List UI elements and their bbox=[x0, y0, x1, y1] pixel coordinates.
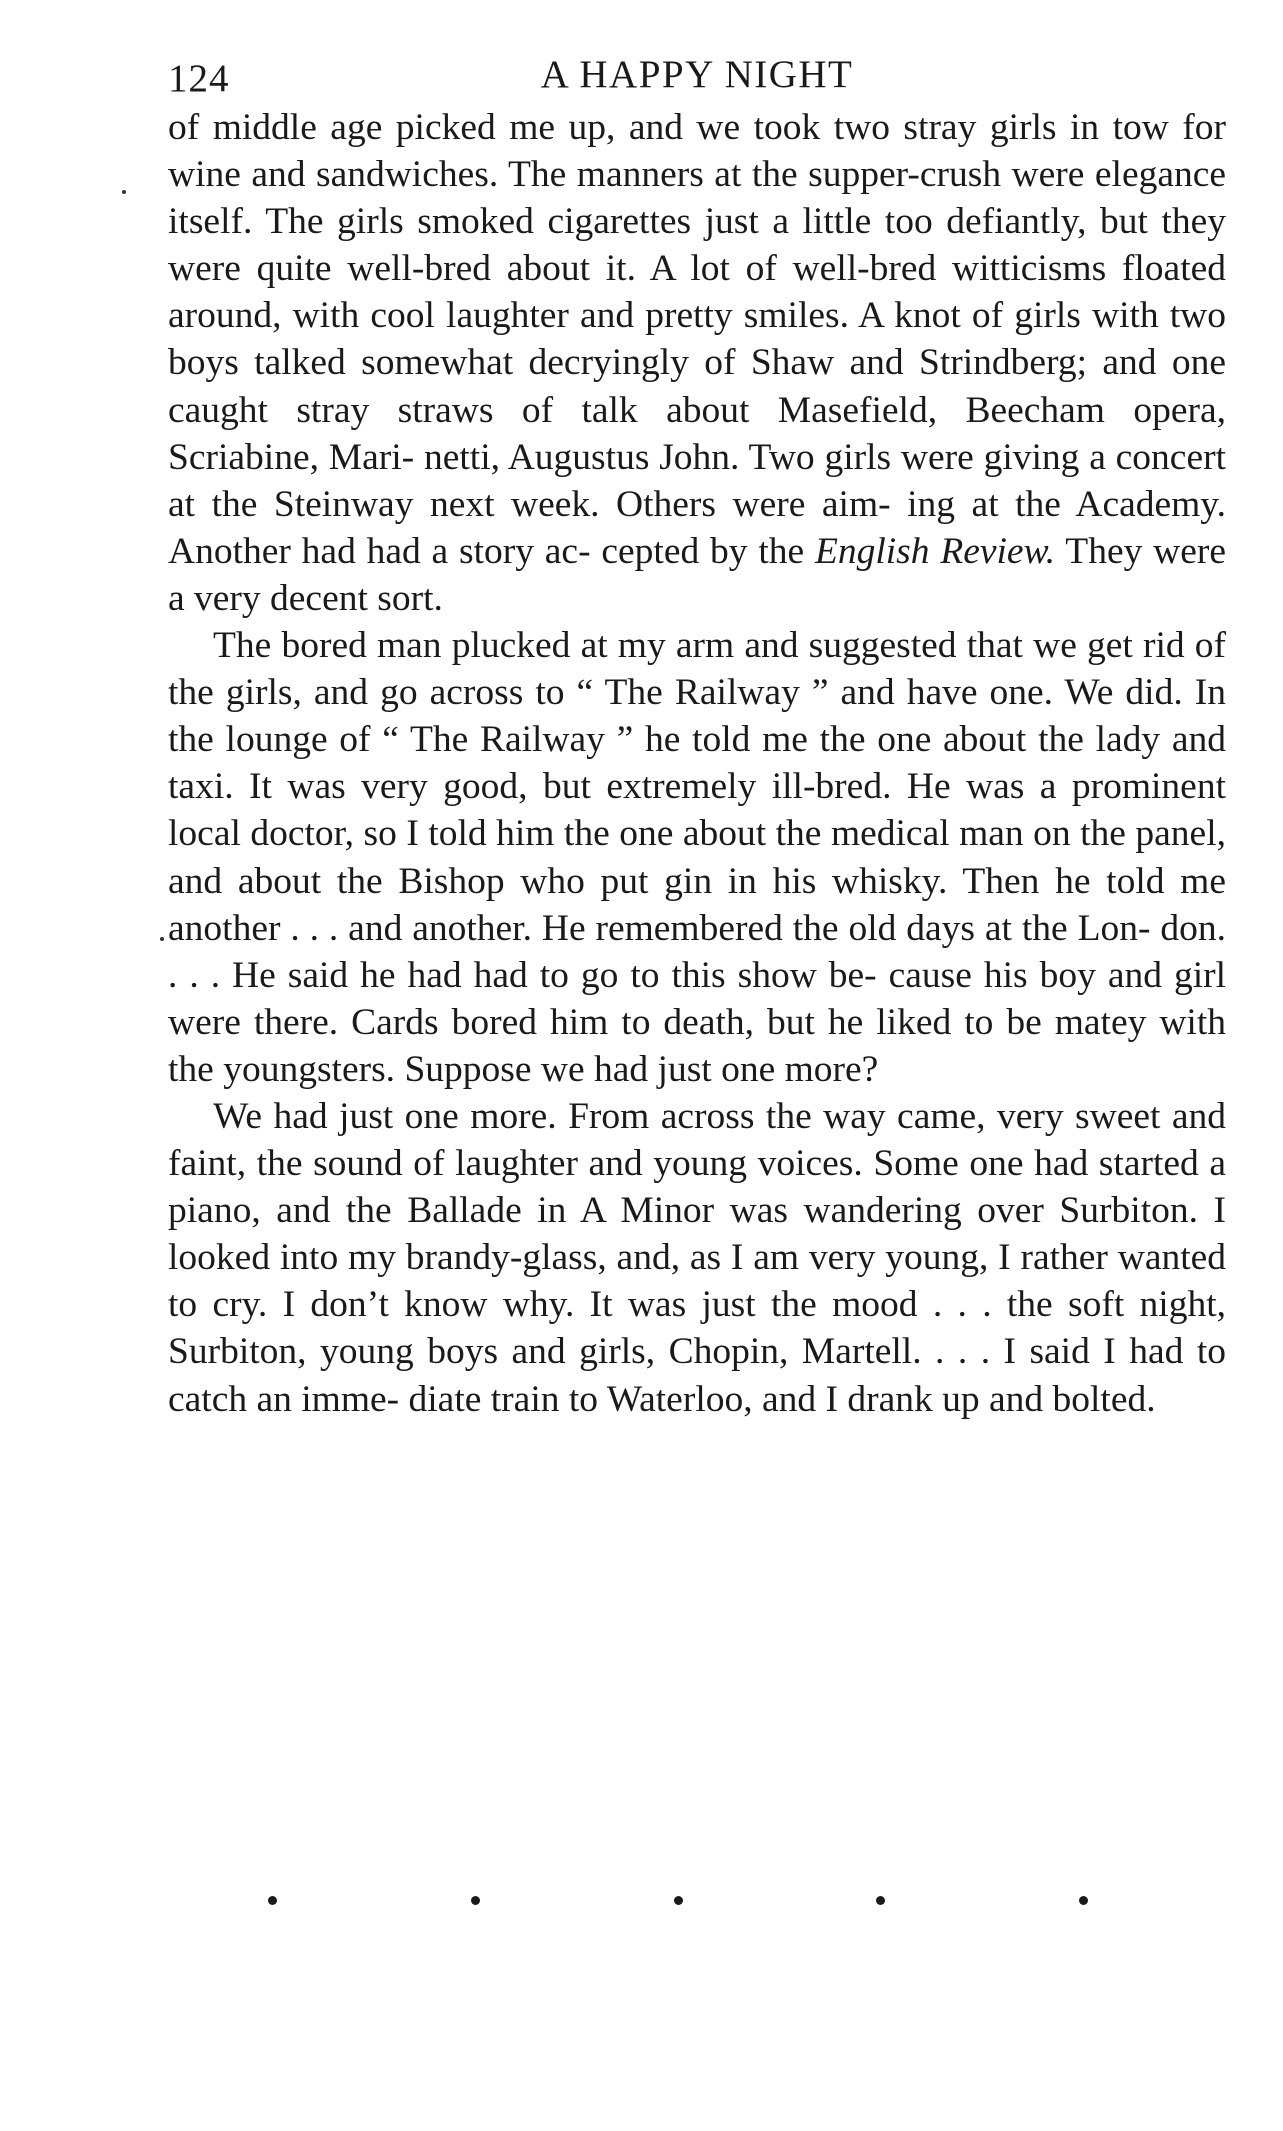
chapter-title: A HAPPY NIGHT bbox=[540, 53, 854, 96]
print-speck bbox=[160, 937, 164, 941]
italic-title: English Review. bbox=[814, 530, 1056, 572]
ornament-dot bbox=[674, 1896, 683, 1905]
book-page bbox=[168, 48, 1226, 1423]
print-speck bbox=[122, 190, 126, 194]
ornament-dot bbox=[1079, 1896, 1088, 1905]
ornament-dot bbox=[268, 1896, 277, 1905]
body-text bbox=[168, 104, 1226, 1423]
running-head bbox=[168, 48, 1226, 104]
page-number: 124 bbox=[168, 57, 230, 100]
ornament-dot bbox=[876, 1896, 885, 1905]
paragraph-3: We had just one more. From across the way came, very sweet and faint, the sound of laughter and young voices. Some one had started a piano, and the Ballade in A Minor was wandering over Surbiton. I looked into my brandy-glass, and, as I am very young, I rather wanted to cry. I don’t know why. It was just the mood . . . the soft night, Surbiton, young boys and girls, Chopin, Martell. . . . I said I had to catch an imme- diate train to Waterloo, and I drank up and bolted. bbox=[168, 1095, 1227, 1420]
paragraph-2: The bored man plucked at my arm and suggested that we get rid of the girls, and go across to “ The Railway ” and have one. We did. In the lounge of “ The Railway ” he told me the one about the lady and taxi. It was very good, but extremely ill-bred. He was a prominent local doctor, so I told him the one about the medical man on the panel, and about the Bishop who put gin in his whisky. Then he told me another . . . and another. He remembered the old days at the Lon- don. . . . He said he had had to go to this show be- cause his boy and girl were there. Cards bored him to death, but he liked to be matey with the youngsters. Suppose we had just one more? bbox=[168, 625, 1227, 1090]
section-break-ornament bbox=[268, 1896, 1088, 1905]
ornament-dot bbox=[471, 1896, 480, 1905]
paragraph-1: of middle age picked me up, and we took two stray girls in tow for wine and sandwiches. The manners at the supper-crush were elegance itself. The girls smoked cigarettes just a little too defiantly, but they were quite well-bred about it. A lot of well-bred witticisms floated around, with cool laughter and pretty smiles. A knot of girls with two boys talked somewhat decryingly of Shaw and Strindberg; and one caught stray straws of talk about Masefield, Beecham opera, Scriabine, Mari- netti, Augustus John. Two girls were giving a concert at the Steinway next week. Others were aim- ing at the Academy. Another had had a story ac- cepted by the English Review. They were a very decent sort. bbox=[168, 107, 1227, 619]
